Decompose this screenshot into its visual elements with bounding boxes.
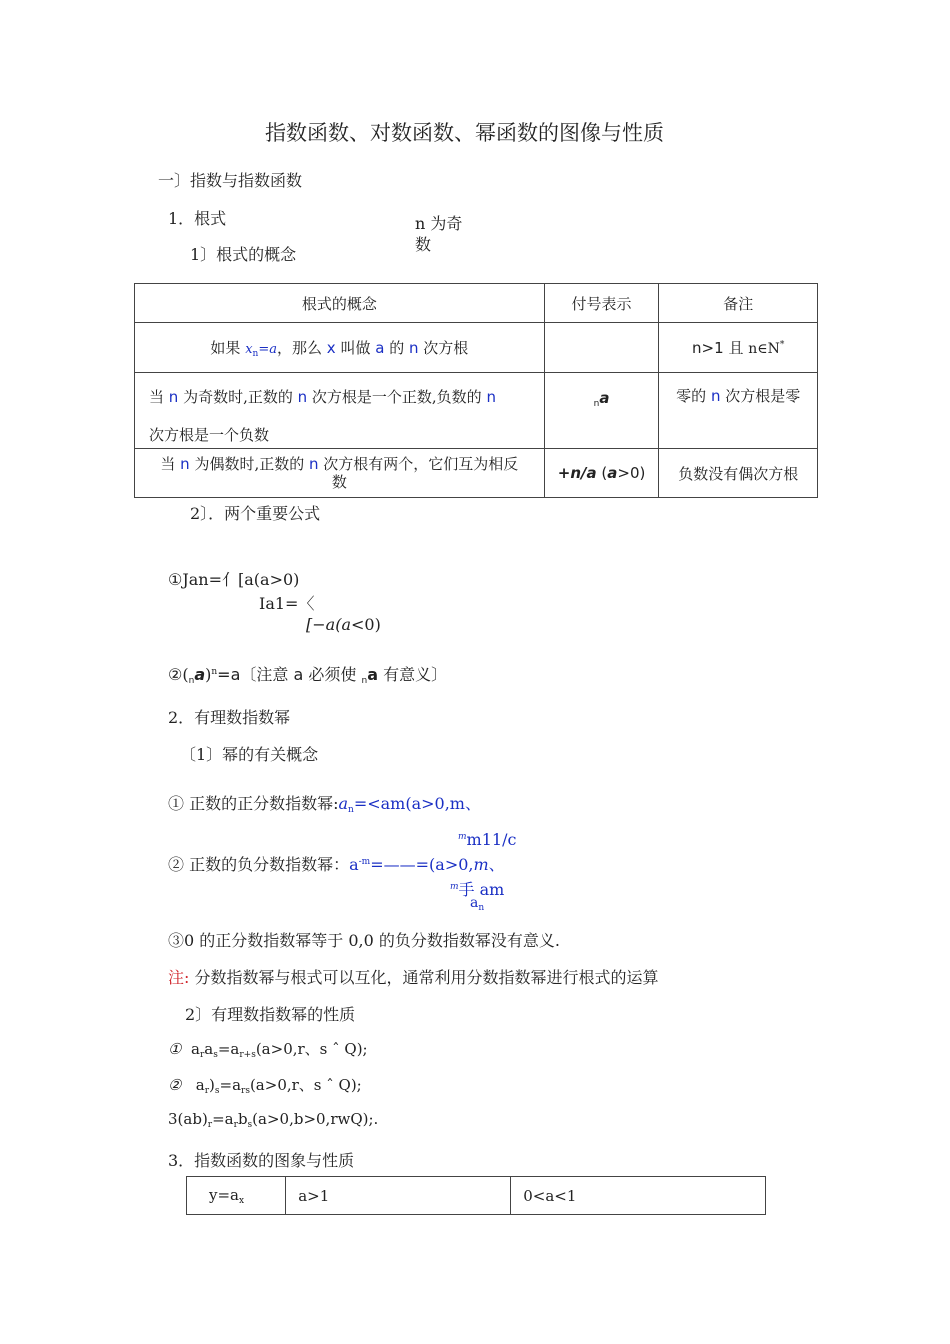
radical-concept-table (134, 283, 818, 498)
formula: ①Jan=亻[a(a>0) (168, 570, 300, 589)
table-cell: 如果 $x_n=a$，那么 x 叫做 a 的 n 次方根 (135, 323, 545, 373)
formula: [−a(a<0) (306, 615, 381, 634)
property-formula: $3(ab)_r=a_rb_s(a>0,b>0,rwQ)$;. (168, 1110, 379, 1130)
formula: Ia1=〈 (259, 594, 315, 613)
formula: $^m$m11/c (458, 830, 517, 849)
subsection-heading: 〔1〕幂的有关概念 (180, 745, 319, 764)
subsection-heading: 2．有理数指数幂 (168, 708, 291, 727)
table-header: $y=a_x$ (187, 1177, 286, 1215)
floating-note: 数 (415, 235, 432, 254)
subsection-heading: 2〕．两个重要公式 (190, 504, 321, 523)
table-cell (544, 323, 659, 373)
formula: $②(_na)^n=a$〔注意 a 必须使 $_n$a 有意义〕 (168, 665, 448, 686)
table-header: 付号表示 (544, 284, 659, 323)
formula: $^m$手 am (450, 880, 505, 899)
table-header: 0<a<1 (511, 1177, 766, 1215)
subsection-heading: 1〕根式的概念 (190, 245, 297, 264)
table-cell: +n/a (a>0) (544, 449, 659, 498)
formula: ② 正数的负分数指数幂：$a^{-m}=——=(a>0,m$、 (168, 855, 505, 874)
table-cell: 当 n 为奇数时,正数的 n 次方根是一个正数,负数的 n 次方根是一个负数 (135, 373, 545, 449)
table-header: 根式的概念 (135, 284, 545, 323)
subsection-heading: 2〕有理数指数幂的性质 (185, 1005, 356, 1024)
table-cell: n>1 且 n∈N* (659, 323, 818, 373)
formula: $a_n$ (470, 895, 485, 913)
table-header: 备注 (659, 284, 818, 323)
property-formula: ① $a_ra_s=a_{r+s}(a>0,r$、s ˆ Q); (168, 1040, 368, 1060)
table-cell: 零的 n 次方根是零 (659, 373, 818, 449)
subsection-heading: 3．指数函数的图象与性质 (168, 1151, 355, 1170)
table-cell: 负数没有偶次方根 (659, 449, 818, 498)
table-cell: 当 n 为偶数时,正数的 n 次方根有两个，它们互为相反 数 (135, 449, 545, 498)
section-heading: 一〕指数与指数函数 (158, 171, 303, 190)
property-formula: ② $a_r)_s=a_{rs}(a>0,r$、s ˆ Q); (168, 1076, 362, 1096)
subsection-heading: 1．根式 (168, 209, 227, 228)
rule-text: ③0 的正分数指数幂等于 0,0 的负分数指数幂没有意义. (168, 931, 560, 950)
page-title: 指数函数、对数函数、幂函数的图像与性质 (265, 121, 664, 145)
table-cell: $_n$a (544, 373, 659, 449)
note-text: 注: 分数指数幂与根式可以互化，通常利用分数指数幂进行根式的运算 (168, 968, 659, 987)
exp-function-table (186, 1176, 766, 1215)
formula: ① 正数的正分数指数幂$:a_n=<am(a>0,m$、 (168, 794, 481, 815)
floating-note: n 为奇 (415, 214, 463, 233)
table-header: a>1 (286, 1177, 511, 1215)
